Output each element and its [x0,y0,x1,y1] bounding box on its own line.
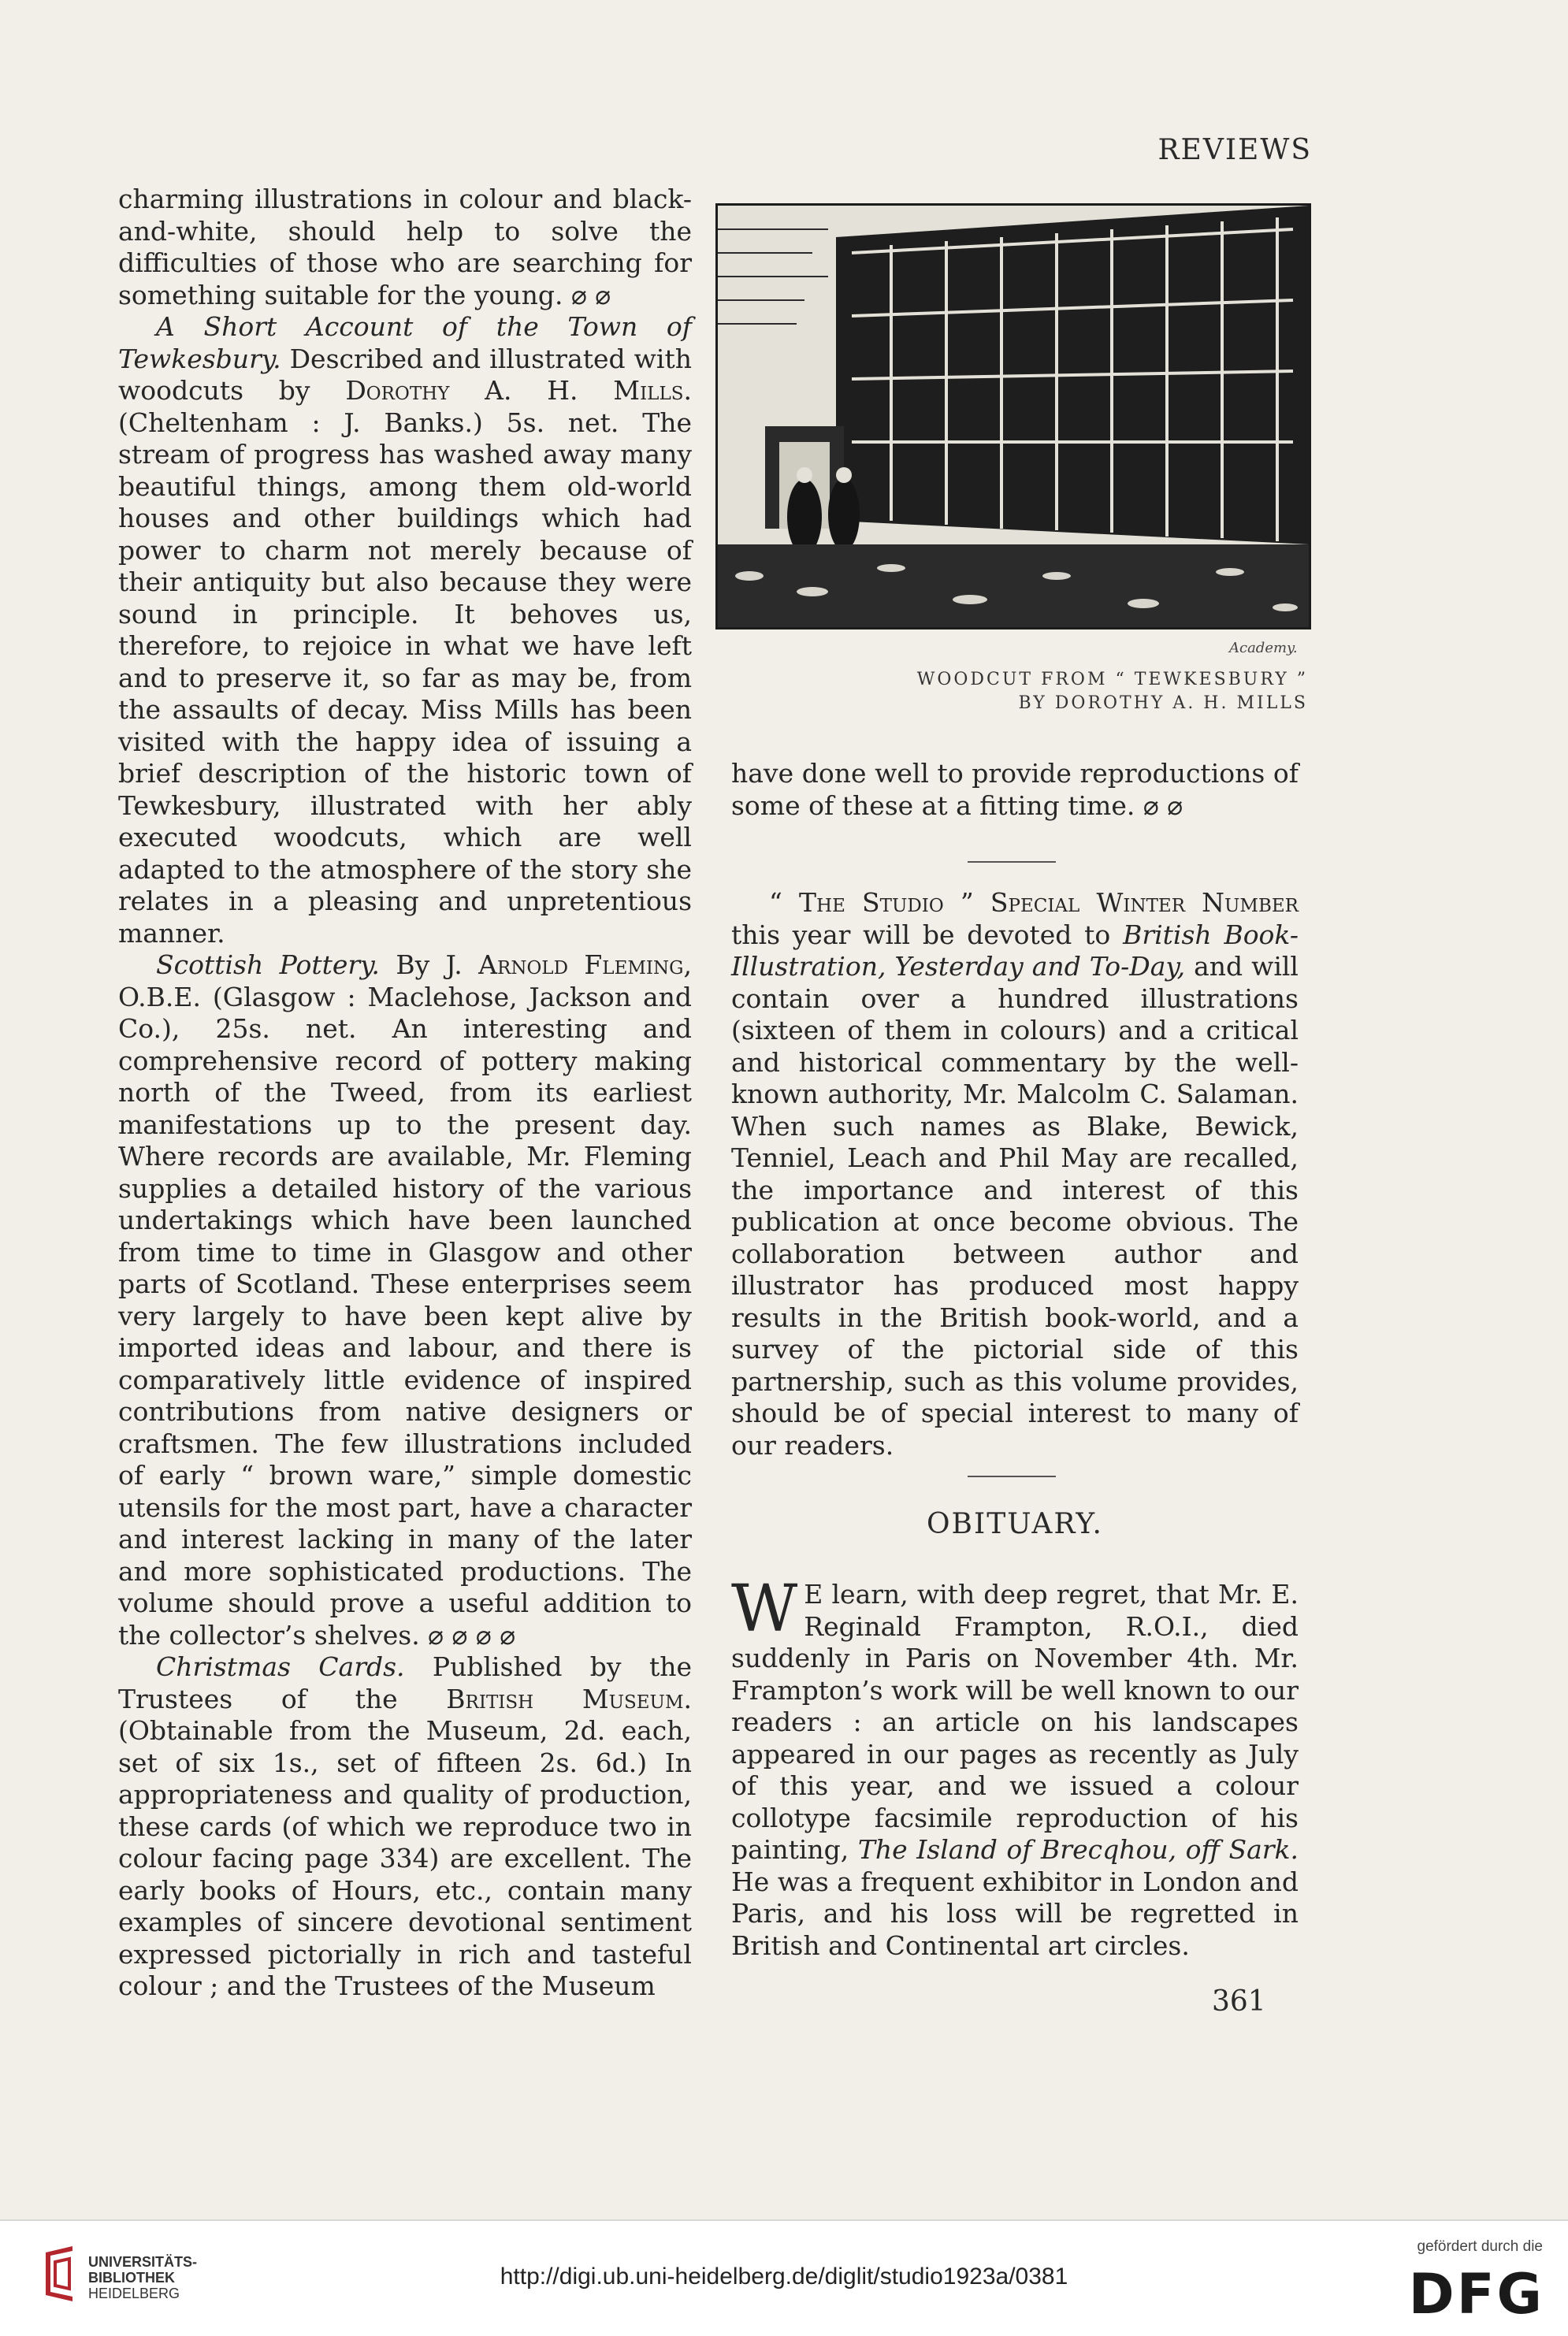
author-name: J. Arnold Fleming [445,949,684,980]
book-title: A Short Account of the Town of Tewkesbury. [118,311,692,374]
review-tewkesbury: A Short Account of the Town of Tewkesbury. Described and illustrated with woodcuts by Dorothy A. H. Mills. (Cheltenham : J. Banks.) 5s. net. The stream of progress has washed away many beautiful things, among them old-world houses and other buildings which had power to charm not merely because of their antiquity but also because they were sound in principle. It behoves us, therefore, to rejoice in what we have left and to preserve it, so far as may be, from the assaults of decay. Miss Mills has been visited with the happy idea of issuing a brief description of the historic town of Tewkesbury, illustrated with her ably executed woodcuts, which are well adapted to the atmosphere of the story she relates in a pleasing and unpretentious manner. [118,311,692,949]
section-divider [968,861,1056,863]
book-title: Scottish Pottery. [156,949,380,980]
section-divider [968,1476,1056,1477]
book-title: British Book-Illustration, Yesterday and To-Day, [731,919,1299,982]
woodcut-street-scene [718,206,1309,627]
drop-cap: W [731,1572,798,1647]
woodcut-illustration [715,203,1311,629]
caption-line: WOODCUT FROM “ TEWKESBURY ” [916,670,1308,689]
figure-credit: Academy. [1229,640,1298,656]
running-head: REVIEWS [1157,134,1312,166]
book-title: Christmas Cards. [156,1651,405,1682]
publisher-name: British Museum [446,1683,684,1714]
obituary-body [731,1572,1299,1962]
permalink-url[interactable]: http://digi.ub.uni-heidelberg.de/diglit/studio1923a/0381 [500,2264,1068,2290]
review-paragraph: charming illustrations in colour and black-and-white, should help to solve the difficulties of those who are searching for something suitable for the young. ⌀ ⌀ [118,184,692,310]
page-number: 361 [1212,1985,1266,2018]
left-column [118,184,692,2003]
right-column [731,758,1299,822]
caption-line: BY DOROTHY A. H. MILLS [1018,693,1308,713]
author-name: Dorothy A. H. Mills [345,375,684,406]
library-name: UNIVERSITÄTS- BIBLIOTHEK HEIDELBERG [88,2254,198,2301]
digitization-footer [0,2219,1568,2336]
funded-by-label: gefördert durch die [1417,2238,1543,2255]
obituary-heading: OBITUARY. [927,1508,1103,1540]
right-column-announcement [731,887,1299,1461]
review-continuation: have done well to provide reproductions of some of these at a fitting time. ⌀ ⌀ [731,758,1299,821]
review-christmas-cards: Christmas Cards. Published by the Trustees of the British Museum. (Obtainable from the Museum, 2d. each, set of six 1s., set of fifteen 2s. 6d.) In appropriateness and quality of production, these cards (of which we reproduce two in colour facing page 334) are excellent. The early books of Hours, etc., contain many examples of sincere devotional sentiment expressed pictorially in rich and tasteful colour ; and the Trustees of the Museum [118,1651,692,2001]
magazine-name: “ The Studio ” Special Winter Number [769,887,1299,918]
dfg-logo: DFG [1408,2262,1544,2327]
review-scottish-pottery: Scottish Pottery. By J. Arnold Fleming, O.B.E. (Glasgow : Maclehose, Jackson and Co.), 25s. net. An interesting and comprehensive record of pottery making north of the Tweed, from its earliest manifestations up to the present day. Where records are available, Mr. Fleming supplies a detailed history of the various undertakings which have been launched from time to time in Glasgow and other parts of Scotland. These enterprises seem very largely to have been kept alive by imported ideas and labour, and there is comparatively little evidence of inspired contributions from native designers or craftsmen. The few illustrations included of early “ brown ware,” simple domestic utensils for the most part, have a character and interest lacking in many of the later and more sophisticated productions. The volume should prove a useful addition to the collector’s shelves. ⌀ ⌀ ⌀ ⌀ [118,949,693,1651]
painting-title: The Island of Brecqhou, off Sark. [857,1834,1299,1865]
studio-announcement: “ The Studio ” Special Winter Number this year will be devoted to British Book-Illustration, Yesterday and To-Day, and will contain over a hundred illustrations (sixteen of them in colours) and a critical and historical commentary by the well-known authority, Mr. Malcolm C. Salaman. When such names as Blake, Bewick, Tenniel, Leach and Phil May are recalled, the importance and interest of this publication at once become obvious. The collaboration between author and illustrator has produced most happy results in the British book-world, and a survey of the pictorial side of this partnership, such as this volume provides, should be of special interest to many of our readers. [731,887,1299,1461]
obituary-paragraph: W E learn, with deep regret, that Mr. E. Reginald Frampton, R.O.I., died suddenly in Paris on November 4th. Mr. Frampton’s work will be well known to our readers : an article on his landscapes appeared in our pages as recently as July of this year, and we issued a colour collotype facsimile reproduction of his painting, The Island of Brecqhou, off Sark. He was a frequent exhibitor in London and Paris, and his loss will be regretted in British and Continental art circles. [731,1572,1299,1961]
figure-caption [882,668,1308,715]
